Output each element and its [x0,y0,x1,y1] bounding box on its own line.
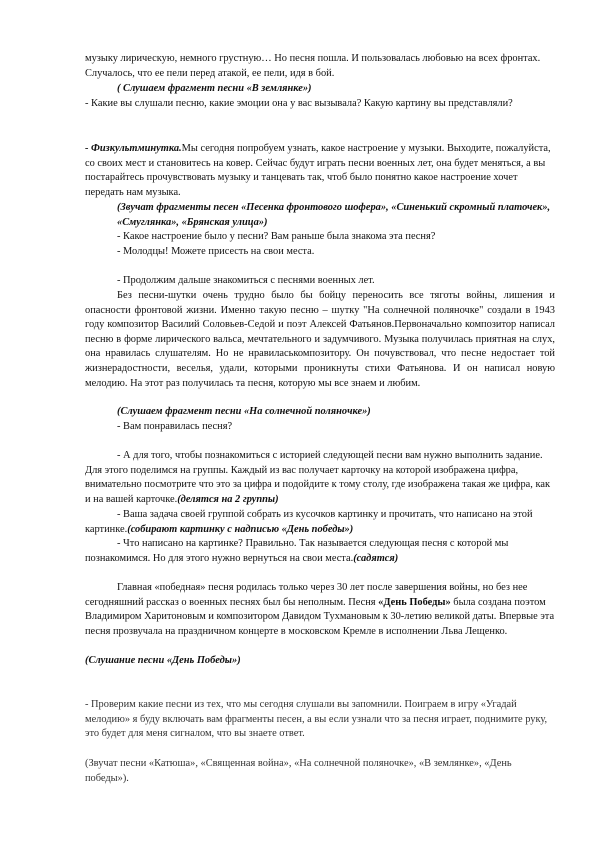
paragraph-guess-melody: - Проверим какие песни из тех, что мы сегодня слушали вы запомнили. Поиграем в игру «Угадай мелодию» я буду включать вам фрагменты песен, а вы если узнали что за песня играет, поднимите руку, это будет для меня сигналом, что вы знаете ответ. [85,699,548,740]
paragraph-song-list: (Звучат песни «Катюша», «Священная война», «На солнечной поляночке», «В землянке», «День победы»). [85,758,512,784]
fizminutka-text: Мы сегодня попробуем узнать, какое настроение у музыки. Выходите, пожалуйста, со своих мест и становитесь на ковер. Сейчас будут играть песни военных лет, она будет меняться, а вы постарайтесь прочувствовать музыку и танцевать так, чтоб было понятно какое настроение хочет передать нам музыка. [85,143,551,198]
note-groups: (делятся на 2 группы) [177,493,279,505]
caption-den-pobedy: (Слушание песни «День Победы») [85,655,241,666]
paragraph-fizminutka [85,142,555,200]
fizminutka-label: - Физкультминутка. [85,143,182,154]
paragraph-task-groups: - А для того, чтобы познакомиться с историей следующей песни вам нужно выполнить задание. Для этого поделимся на группы. Каждый из вас получает карточку на которой изображена цифра, внимательно посмотрите что это за цифра и подойдите к тому столу, где изображена такая же цифра, как и на вашей карточке.(делятся на 2 группы) [85,450,551,505]
paragraph-victory-day: Главная «победная» песня родилась только через 30 лет после завершения войны, но без нее сегодняшний рассказ о военных песнях был бы неполным. Песня «День Победы» была создана поэтом Владимиром Харитоновым и композитором Давидом Тухмановым к 30-летию великой даты. Впервые эта песня прозвучала на праздничном концерте в московском Кремле в исполнении Льва Лещенко. [85,582,555,637]
note-collect: (собирают картинку с надписью «День победы») [127,523,354,535]
caption-v-zemlyanke: ( Слушаем фрагмент песни «В землянке») [117,83,312,94]
paragraph-collect-picture: - Ваша задача своей группой собрать из кусочков картинку и прочитать, что написано на этой картинке.(собирают картинку с надписью «День победы») [85,509,533,535]
note-sit: (садятся) [353,552,399,564]
paragraph-intro: музыку лирическую, немного грустную… Но песня пошла. И пользовалась любовью на всех фронтах. Случалось, что ее пели перед атакой, ее пели, идя в бой. [85,53,541,79]
song-title-den-pobedy: «День Победы» [378,596,451,608]
paragraph-continue: - Продолжим дальше знакомиться с песнями военных лет. [117,275,375,286]
question-emotions: - Какие вы слушали песню, какие эмоции она у вас вызывала? Какую картину вы представляли? [85,98,513,109]
question-mood: - Какое настроение было у песни? Вам раньше была знакома эта песня? [117,231,436,242]
caption-na-solnechnoy: (Слушаем фрагмент песни «На солнечной полянoчке») [117,406,371,417]
paragraph-song-joke: Без песни-шутки очень трудно было бы бойцу переносить все тяготы войны, лишения и опасности фронтовой жизни. Именно такую песню – шутку "На солнечной поляночке" создали в 1943 году композитор Василий Соловьев-Седой и поэт Алексей Фатьянов.Первоначально композитор написал песню в форме лирического вальса, мечтательного и задумчивого. Музыка получилась приятная на слух, она нравилась слушателям. Но не нравиласькомпозитору. Он почувствовал, что песне недостает той жизнерадостности, веселья, удали, которыми проникнуты стихи Фатьянова. И он написал новую мелодию. На этот раз получилась та песня, которую мы все знаем и любим. [85,290,555,389]
caption-songs-fragments: (Звучат фрагменты песен «Песенка фронтового шофера», «Синенький скромный платочек», «Смуглянка», «Брянская улица») [117,202,551,228]
paragraph-next-song: - Что написано на картинке? Правильно. Так называется следующая песня с которой мы познакомимся. Но для этого нужно вернуться на свои места.(садятся) [85,538,509,564]
praise-sit-down: - Молодцы! Можете присесть на свои места. [117,246,315,257]
question-liked: - Вам понравилась песня? [117,421,233,432]
